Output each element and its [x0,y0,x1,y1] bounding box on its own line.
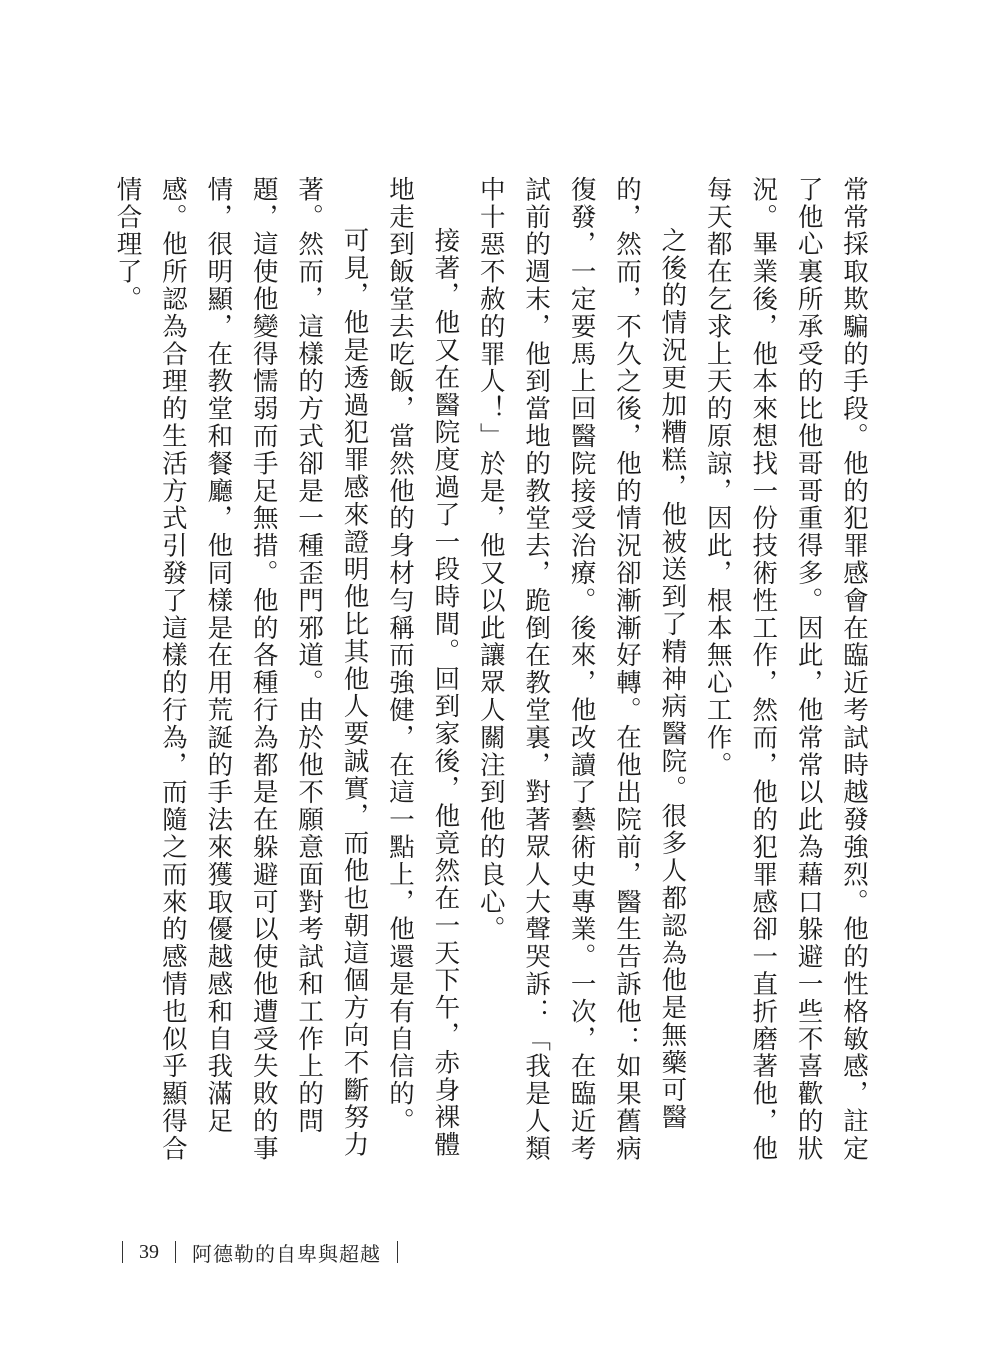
paragraph-4: 可見，他是透過犯罪感來證明他比其他人要誠實，而他也朝這個方向不斷努力著。然而，這樣的方式卻是一種歪門邪道。由於他不願意面對考試和工作上的問題，這使他變得懦弱而手足無措。他的各種行為都是在躲避可以使他遭受失敗的事情，很明顯，在教堂和餐廳，他同樣是在用荒誕的手法來獲取優越感和自我滿足感。他所認為合理的生活方式引發了這樣的行為，而隨之而來的感情也似乎顯得合情合理了。 [112,176,370,1163]
page-number: 39 [139,1240,159,1263]
footer-divider-right [397,1241,398,1263]
footer-divider-middle [175,1241,176,1263]
paragraph-1: 常常採取欺騙的手段。他的犯罪感會在臨近考試時越發強烈。他的性格敏感，註定了他心裏所承受的比他哥哥重得多。因此，他常常以此為藉口躲避一些不喜歡的狀況。畢業後，他本來想找一份技術性工作，然而，他的犯罪感卻一直折磨著他，他每天都在乞求上天的原諒，因此，根本無心工作。 [702,176,869,1163]
vertical-text-body [112,176,876,1176]
footer-divider-left [122,1241,123,1263]
page-footer [122,1238,398,1266]
book-title: 阿德勒的自卑與超越 [192,1241,381,1266]
paragraph-3: 接著，他又在醫院度過了一段時間。回到家後，他竟然在一天下午，赤身裸體地走到飯堂去吃飯，當然他的身材勻稱而強健，在這一點上，他還是有自信的。 [384,176,461,1159]
paragraph-2: 之後的情況更加糟糕，他被送到了精神病醫院。很多人都認為他是無藥可醫的，然而，不久之後，他的情況卻漸漸好轉。在他出院前，醫生告訴他：如果舊病復發，一定要馬上回醫院接受治療。後來，他改讀了藝術史專業。一次，在臨近考試前的週末，他到當地的教堂去，跪倒在教堂裏，對著眾人大聲哭訴：「我是人類中十惡不赦的罪人！」於是，他又以此讓眾人關注到他的良心。 [475,176,688,1163]
